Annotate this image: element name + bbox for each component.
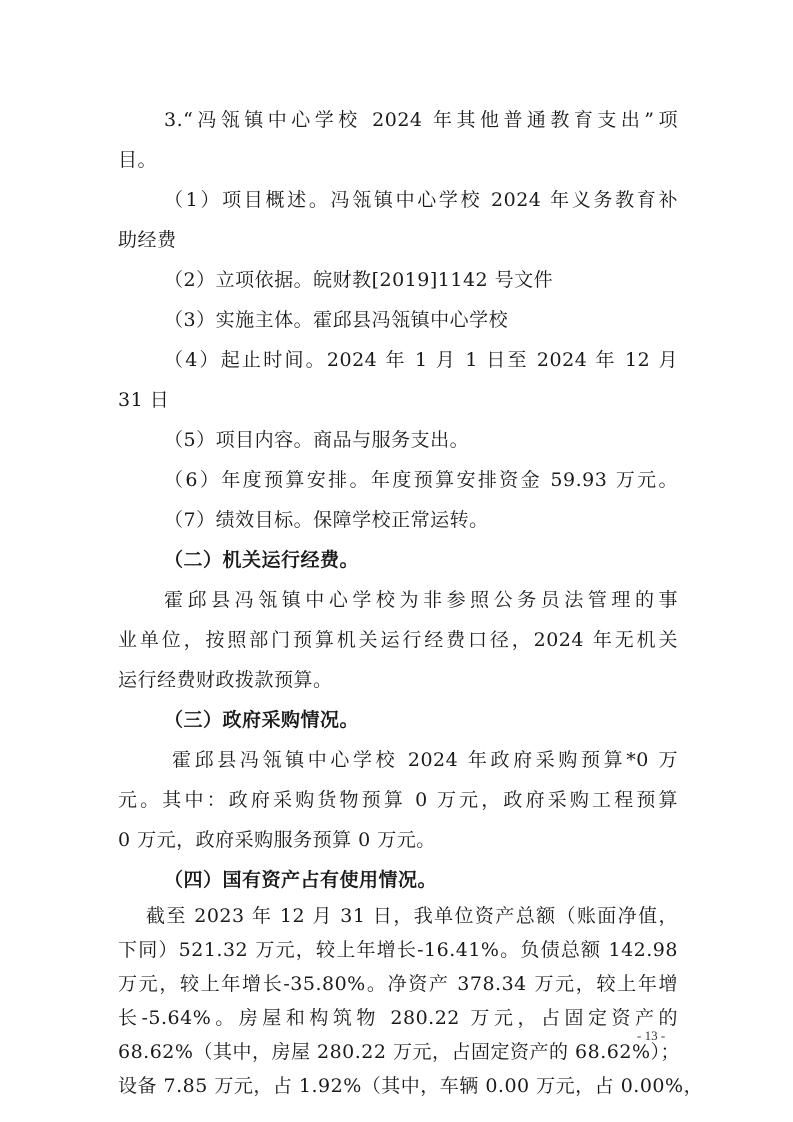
text-line: （3）实施主体。霍邱县冯瓴镇中心学校	[164, 309, 509, 331]
section-heading: （四）国有资产占有使用情况。	[164, 869, 438, 891]
text-line: 霍邱县冯瓴镇中心学校 2024 年政府采购预算*0 万	[172, 749, 678, 771]
text-line: 0 万元，政府采购服务预算 0 万元。	[118, 829, 436, 851]
text-line: （6）年度预算安排。年度预算安排资金 59.93 万元。	[164, 469, 678, 491]
text-line: （2）立项依据。皖财教[2019]1142 号文件	[164, 269, 554, 291]
text-line: 助经费	[118, 229, 177, 251]
text-line: （1）项目概述。冯瓴镇中心学校 2024 年义务教育补	[164, 189, 678, 211]
text-line: 68.62%（其中，房屋 280.22 万元，占固定资产的 68.62%）；	[118, 1041, 680, 1063]
text-line: 设备 7.85 万元，占 1.92%（其中，车辆 0.00 万元，占 0.00%，	[118, 1075, 704, 1097]
text-line: （7）绩效目标。保障学校正常运转。	[164, 509, 489, 531]
page-number: - 13 -	[637, 1028, 666, 1043]
text-line: （5）项目内容。商品与服务支出。	[164, 429, 470, 451]
text-line: 3.“冯瓴镇中心学校 2024 年其他普通教育支出”项	[164, 109, 678, 131]
text-line: 31 日	[118, 389, 170, 411]
section-heading: （三）政府采购情况。	[164, 709, 360, 731]
section-heading: （二）机关运行经费。	[164, 549, 360, 571]
text-line: 下同）521.32 万元，较上年增长-16.41%。负债总额 142.98	[118, 939, 678, 961]
text-line: 长-5.64%。房屋和构筑物 280.22 万元，占固定资产的	[118, 1007, 678, 1029]
text-line: （4）起止时间。2024 年 1 月 1 日至 2024 年 12 月	[164, 349, 678, 371]
text-line: 万元，较上年增长-35.80%。净资产 378.34 万元，较上年增	[118, 973, 678, 995]
text-line: 截至 2023 年 12 月 31 日，我单位资产总额（账面净值，	[146, 905, 678, 927]
text-line: 运行经费财政拨款预算。	[118, 669, 333, 691]
text-line: 业单位，按照部门预算机关运行经费口径，2024 年无机关	[118, 629, 678, 651]
text-line: 元。其中：政府采购货物预算 0 万元，政府采购工程预算	[118, 789, 678, 811]
text-line: 目。	[118, 149, 158, 171]
text-line: 霍邱县冯瓴镇中心学校为非参照公务员法管理的事	[164, 589, 678, 611]
